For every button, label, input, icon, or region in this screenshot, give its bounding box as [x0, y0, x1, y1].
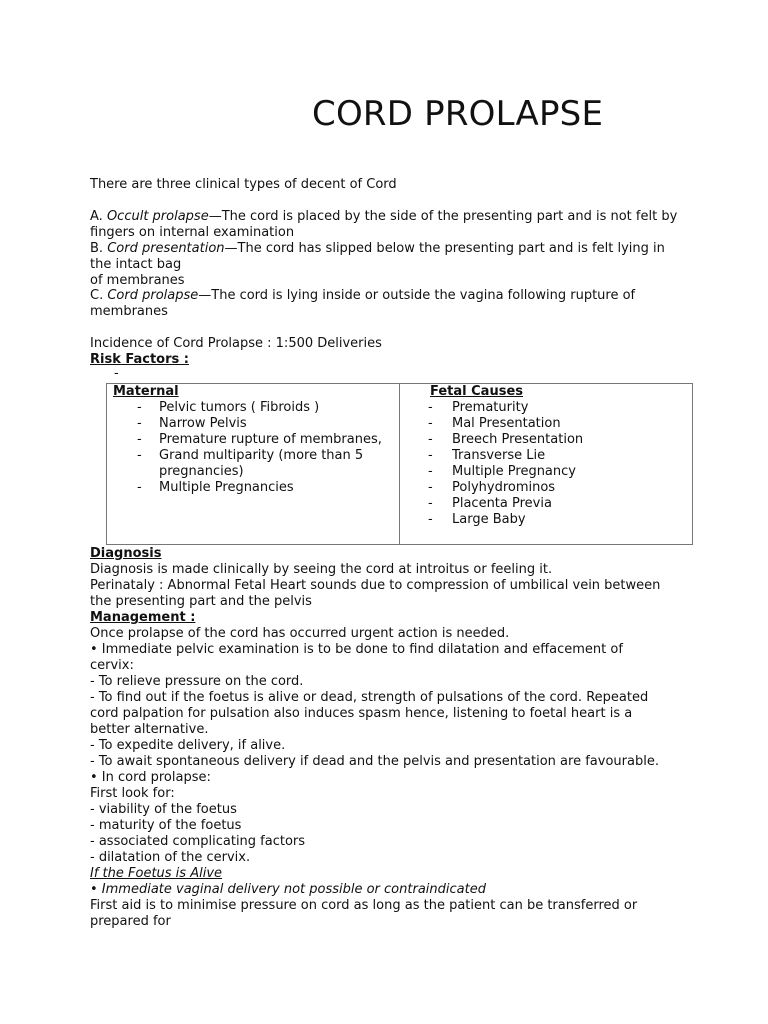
management-line: - To await spontaneous delivery if dead and the pelvis and presentation are favourable. — [90, 754, 659, 769]
management-line: cord palpation for pulsation also induces spasm hence, listening to foetal heart is a — [90, 706, 633, 721]
page-title: CORD PROLAPSE — [312, 94, 604, 134]
list-item: - Transverse Lie — [428, 448, 546, 463]
fetal-list — [400, 400, 692, 528]
list-item: - Narrow Pelvis — [137, 416, 247, 431]
management-line: - To relieve pressure on the cord. — [90, 674, 304, 689]
diagnosis-section — [90, 546, 700, 930]
type-a-prefix: A. — [90, 209, 107, 224]
type-c-term: Cord prolapse — [107, 288, 199, 303]
type-a — [90, 209, 690, 241]
fetal-column — [400, 384, 693, 545]
management-line: • In cord prolapse: — [90, 770, 211, 785]
alive-bullet: • Immediate vaginal delivery not possible or contraindicated — [90, 882, 486, 897]
management-line: - To expedite delivery, if alive. — [90, 738, 286, 753]
list-item: - Multiple Pregnancy — [428, 464, 576, 479]
management-line: - associated complicating factors — [90, 834, 306, 849]
list-item: - Premature rupture of membranes, — [137, 432, 382, 447]
type-b-prefix: B. — [90, 241, 108, 256]
stray-dash: - — [114, 366, 119, 381]
intro-section — [90, 177, 690, 193]
management-line: - viability of the foetus — [90, 802, 237, 817]
intro-text: There are three clinical types of decent of Cord — [90, 177, 397, 192]
diagnosis-heading: Diagnosis — [90, 546, 162, 561]
management-line: - maturity of the foetus — [90, 818, 242, 833]
type-b-extra — [90, 273, 690, 289]
management-line: cervix: — [90, 658, 134, 673]
maternal-heading: Maternal — [113, 384, 179, 399]
list-item: - Large Baby — [428, 512, 526, 527]
list-item: - Pelvic tumors ( Fibroids ) — [137, 400, 320, 415]
type-b-desc: —The cord has slipped below the presenting part and is felt lying in the intact bag — [90, 241, 665, 272]
management-line: better alternative. — [90, 722, 209, 737]
management-heading: Management : — [90, 610, 196, 625]
management-line: • Immediate pelvic examination is to be done to find dilatation and effacement of — [90, 642, 623, 657]
type-c-prefix: C. — [90, 288, 108, 303]
management-line: Once prolapse of the cord has occurred urgent action is needed. — [90, 626, 510, 641]
diagnosis-line: Diagnosis is made clinically by seeing the cord at introitus or feeling it. — [90, 562, 553, 577]
maternal-list — [107, 400, 399, 496]
type-c-desc: —The cord is lying inside or outside the vagina following rupture of membranes — [90, 288, 636, 319]
maternal-column — [107, 384, 400, 545]
type-a-term: Occult prolapse — [106, 209, 209, 224]
type-b-term: Cord presentation — [107, 241, 225, 256]
list-item: - Breech Presentation — [428, 432, 584, 447]
list-item: - Placenta Previa — [428, 496, 552, 511]
diagnosis-line: Perinataly : Abnormal Fetal Heart sounds due to compression of umbilical vein between — [90, 578, 661, 593]
type-c — [90, 288, 690, 320]
type-b-extra-text: of membranes — [90, 273, 185, 288]
management-line: First look for: — [90, 786, 175, 801]
first-aid-line: prepared for — [90, 914, 171, 929]
incidence-section — [90, 336, 690, 368]
list-item: - Prematurity — [428, 400, 529, 415]
fetal-heading: Fetal Causes — [430, 384, 523, 399]
management-line: - dilatation of the cervix. — [90, 850, 251, 865]
list-item: - Grand multiparity (more than 5 pregnancies) — [137, 448, 364, 479]
risk-factors-heading: Risk Factors : — [90, 352, 189, 367]
list-item: - Polyhydrominos — [428, 480, 556, 495]
alive-heading: If the Foetus is Alive — [90, 866, 223, 881]
type-a-desc: —The cord is placed by the side of the presenting part and is not felt by fingers on internal examination — [90, 209, 678, 240]
type-b — [90, 241, 690, 273]
first-aid-line: First aid is to minimise pressure on cord as long as the patient can be transferred or — [90, 898, 638, 913]
list-item: - Mal Presentation — [428, 416, 561, 431]
list-item: - Multiple Pregnancies — [137, 480, 294, 495]
management-line: - To find out if the foetus is alive or dead, strength of pulsations of the cord. Repeated — [90, 690, 649, 705]
incidence-text: Incidence of Cord Prolapse : 1:500 Deliveries — [90, 336, 382, 351]
risk-factors-table — [106, 383, 693, 545]
diagnosis-line: the presenting part and the pelvis — [90, 594, 312, 609]
